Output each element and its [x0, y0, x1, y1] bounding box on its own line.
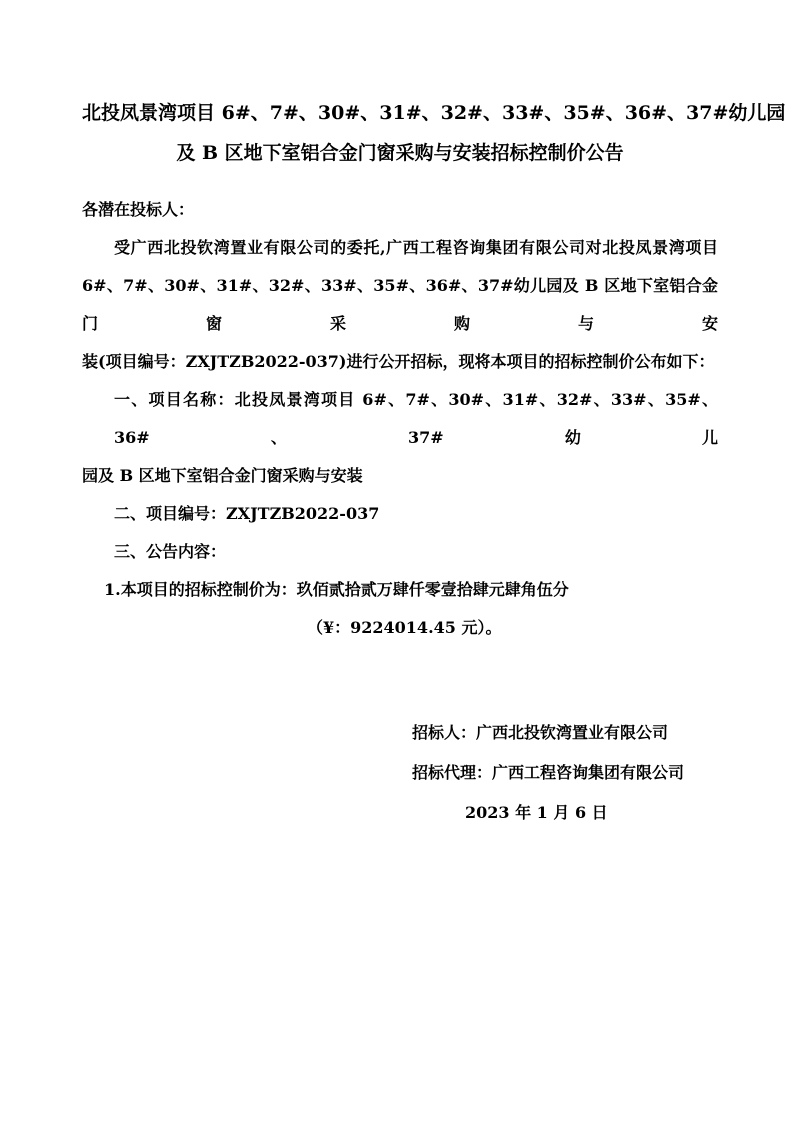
greeting-line: 各潜在投标人： — [82, 200, 195, 219]
project-name-line-2: 园及 B 区地下室铝合金门窗采购与安装 — [82, 466, 363, 485]
project-number-line: 二、项目编号：ZXJTZB2022-037 — [114, 504, 380, 523]
date-line: 2023 年 1 月 6 日 — [465, 803, 608, 822]
announcement-heading-line: 三、公告内容： — [114, 542, 227, 561]
price-numeric-line: （¥：9224014.45 元）。 — [307, 618, 502, 637]
bidder-line: 招标人：广西北投钦湾置业有限公司 — [412, 723, 669, 742]
document-body — [82, 191, 718, 647]
intro-paragraph-line-1: 受广西北投钦湾置业有限公司的委托,广西工程咨询集团有限公司对北投凤景湾项目 — [114, 238, 718, 257]
document-title-line-2: 及 B 区地下室铝合金门窗采购与安装招标控制价公告 — [176, 142, 624, 164]
price-in-words-line: 1.本项目的招标控制价为：玖佰贰拾贰万肆仟零壹拾肆元肆角伍分 — [104, 580, 569, 599]
signature-block — [412, 713, 718, 833]
document-title-line-1: 北投凤景湾项目 6#、7#、30#、31#、32#、33#、35#、36#、37#幼儿园 — [82, 102, 786, 124]
document-title — [82, 93, 786, 173]
intro-paragraph-line-2: 6#、7#、30#、31#、32#、33#、35#、36#、37#幼儿园及 B 区地下室铝合金门窗采购与安 — [82, 276, 718, 333]
agent-line: 招标代理：广西工程咨询集团有限公司 — [412, 763, 685, 782]
project-name-line-1: 一、项目名称：北投凤景湾项目 6#、7#、30#、31#、32#、33#、35#、36#、37#幼儿 — [114, 390, 718, 447]
intro-paragraph-line-3: 装(项目编号：ZXJTZB2022-037)进行公开招标，现将本项目的招标控制价公布如下： — [82, 352, 715, 371]
